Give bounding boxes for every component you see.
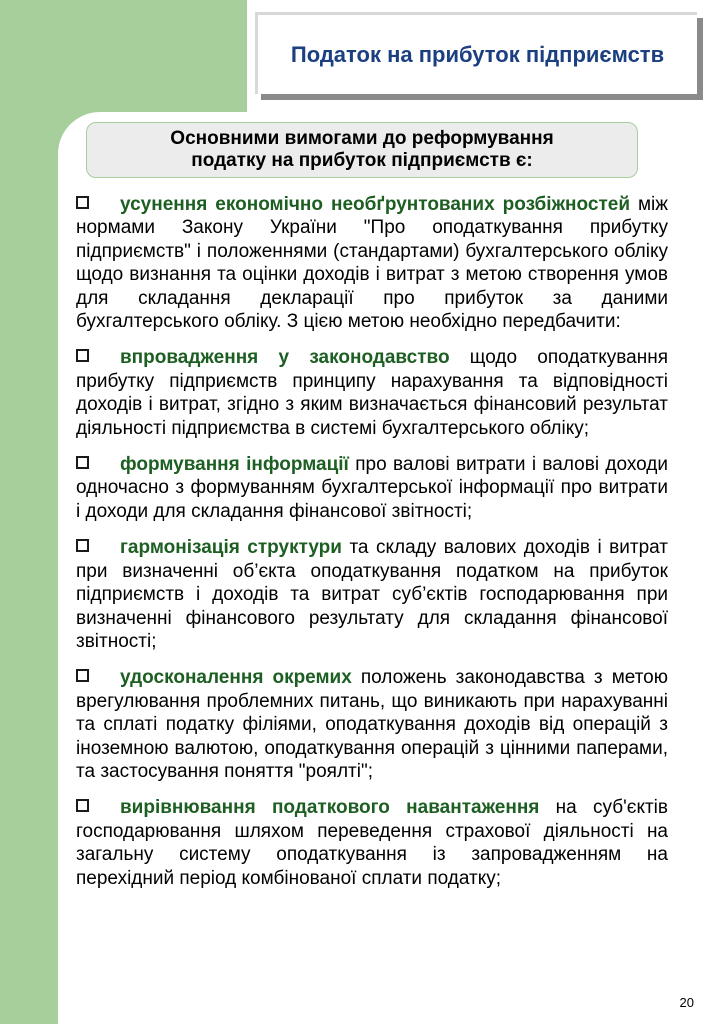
list-item bbox=[76, 536, 668, 653]
page-number: 20 bbox=[679, 995, 694, 1010]
square-bullet-icon bbox=[76, 456, 89, 469]
subtitle-line-1: Основними вимогами до реформування bbox=[170, 128, 554, 149]
list-item bbox=[76, 666, 668, 783]
subtitle-box bbox=[86, 122, 638, 178]
item-text: та складу валових доходів і витрат при визначенні об’єкта оподаткування податком на прибуток підприємств і доходів та витрат суб’єктів господарювання при визначенні фінансового результату для складання фінансової звітності; bbox=[76, 537, 668, 652]
item-text: між нормами Закону України "Про оподаткування прибутку підприємств" і положеннями (стандартами) бухгалтерського обліку щодо визнання та оцінки доходів і витрат з метою створення умов для складання декларації про прибуток за даними бухгалтерського обліку. З цією метою необхідно передбачити: bbox=[76, 194, 668, 333]
item-highlight: вирівнювання податкового навантаження bbox=[120, 797, 540, 819]
item-highlight: усунення економічно необґрунтованих розбіжностей bbox=[120, 194, 630, 215]
requirements-list bbox=[76, 193, 668, 903]
item-highlight: впровадження у законодавство bbox=[120, 347, 450, 369]
square-bullet-icon bbox=[76, 799, 89, 812]
item-highlight: формування інформації bbox=[120, 454, 349, 476]
item-text: положень законодавства з метою врегулювання проблемних питань, що виникають при нарахуванні та сплаті податку філіями, оподаткування доходів від операцій з іноземною валютою, оподаткування операцій з цінними паперами, та застосування поняття "роялті"; bbox=[76, 667, 668, 782]
title-box bbox=[255, 12, 697, 94]
item-text: щодо оподаткування прибутку підприємств принципу нарахування та відповідності доходів і витрат, згідно з яким визначається фінансовий результат діяльності підприємства в системі бухгалтерського обліку; bbox=[76, 347, 668, 439]
list-item bbox=[76, 796, 668, 890]
square-bullet-icon bbox=[76, 196, 89, 209]
item-highlight: гармонізація структури bbox=[120, 537, 342, 559]
list-item bbox=[76, 453, 668, 523]
page-title: Податок на прибуток підприємств bbox=[290, 41, 665, 67]
item-text: на суб'єктів господарювання шляхом переведення страхової діяльності на загальну систему оподаткування із запровадженням на перехідний період комбінованої сплати податку; bbox=[76, 797, 668, 889]
square-bullet-icon bbox=[76, 669, 89, 682]
square-bullet-icon bbox=[76, 539, 89, 552]
list-item bbox=[76, 193, 668, 333]
square-bullet-icon bbox=[76, 349, 89, 362]
subtitle-line-2: податку на прибуток підприємств є: bbox=[191, 150, 533, 171]
list-item bbox=[76, 346, 668, 440]
item-text: про валові витрати і валові доходи одночасно з формуванням бухгалтерської інформації про витрати і доходи для складання фінансової звітності; bbox=[76, 454, 668, 522]
item-highlight: удосконалення окремих bbox=[120, 667, 352, 689]
